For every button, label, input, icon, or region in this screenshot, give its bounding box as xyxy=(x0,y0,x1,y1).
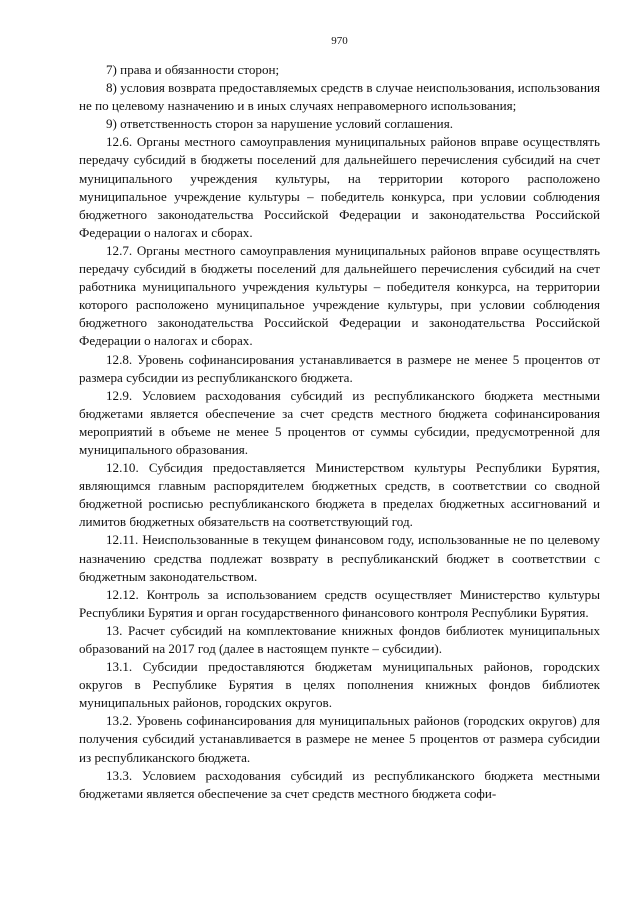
clause-13-1: 13.1. Субсидии предоставляются бюджетам муниципальных районов, городских округов в Республике Бурятия в целях пополнения книжных фондов библиотек муниципальных районов, городских округов. xyxy=(79,659,600,711)
clause-12-11: 12.11. Неиспользованные в текущем финансовом году, использованные не по целевому назначению средства подлежат возврату в республиканский бюджет в соответствии с бюджетным законодательством. xyxy=(79,532,600,584)
clause-12-9: 12.9. Условием расходования субсидий из республиканского бюджета местными бюджетами является обеспечение за счет средств местного бюджета софинансирования мероприятий в объеме не менее 5 процентов от суммы субсидии, предусмотренной для муниципального образования. xyxy=(79,387,600,457)
list-item-refund-conditions: 8) условия возврата предоставляемых средств в случае неиспользования, использования не по целевому назначению и в иных случаях неправомерного использования; xyxy=(79,80,600,114)
list-item-liability: 9) ответственность сторон за нарушение условий соглашения. xyxy=(106,116,453,132)
document-page xyxy=(79,0,600,905)
clause-13-2: 13.2. Уровень софинансирования для муниципальных районов (городских округов) для получения субсидий устанавливается в размере не менее 5 процентов от размера субсидии из республиканского бюджета. xyxy=(79,713,600,765)
clause-12-12: 12.12. Контроль за использованием средств осуществляет Министерство культуры Республики Бурятия и орган государственного финансового контроля Республики Бурятия. xyxy=(79,586,600,620)
clause-13-3: 13.3. Условием расходования субсидий из республиканского бюджета местными бюджетами является обеспечение за счет средств местного бюджета софи- xyxy=(79,767,600,801)
clause-13: 13. Расчет субсидий на комплектование книжных фондов библиотек муниципальных образований на 2017 год (далее в настоящем пункте – субсидии). xyxy=(79,622,600,656)
clause-12-10: 12.10. Субсидия предоставляется Министерством культуры Республики Бурятия, являющимся главным распорядителем бюджетных средств, в соответствии со сводной бюджетной росписью республиканского бюджета в пределах бюджетных ассигнований и лимитов бюджетных обязательств на соответствующий год. xyxy=(79,460,600,530)
clause-12-6: 12.6. Органы местного самоуправления муниципальных районов вправе осуществлять передачу субсидий в бюджеты поселений для дальнейшего перечисления субсидий на счет муниципального учреждения культуры, на территории которого расположено муниципальное учреждение культуры – победитель конкурса, при условии соблюдения бюджетного законодательства Российской Федерации и законодательства Российской Федерации о налогах и сборах. xyxy=(79,134,600,240)
clause-12-7: 12.7. Органы местного самоуправления муниципальных районов вправе осуществлять передачу субсидий в бюджеты поселений для дальнейшего перечисления субсидий на счет работника муниципального учреждения культуры – победителя конкурса, на территории которого расположено муниципальное учреждение культуры, при условии соблюдения бюджетного законодательства Российской Федерации и законодательства Российской Федерации о налогах и сборах. xyxy=(79,242,600,349)
clause-12-8: 12.8. Уровень софинансирования устанавливается в размере не менее 5 процентов от размера субсидии из республиканского бюджета. xyxy=(79,351,600,385)
list-item-rights: 7) права и обязанности сторон; xyxy=(106,62,280,77)
page-number: 970 xyxy=(331,35,348,47)
document-body xyxy=(79,61,600,803)
